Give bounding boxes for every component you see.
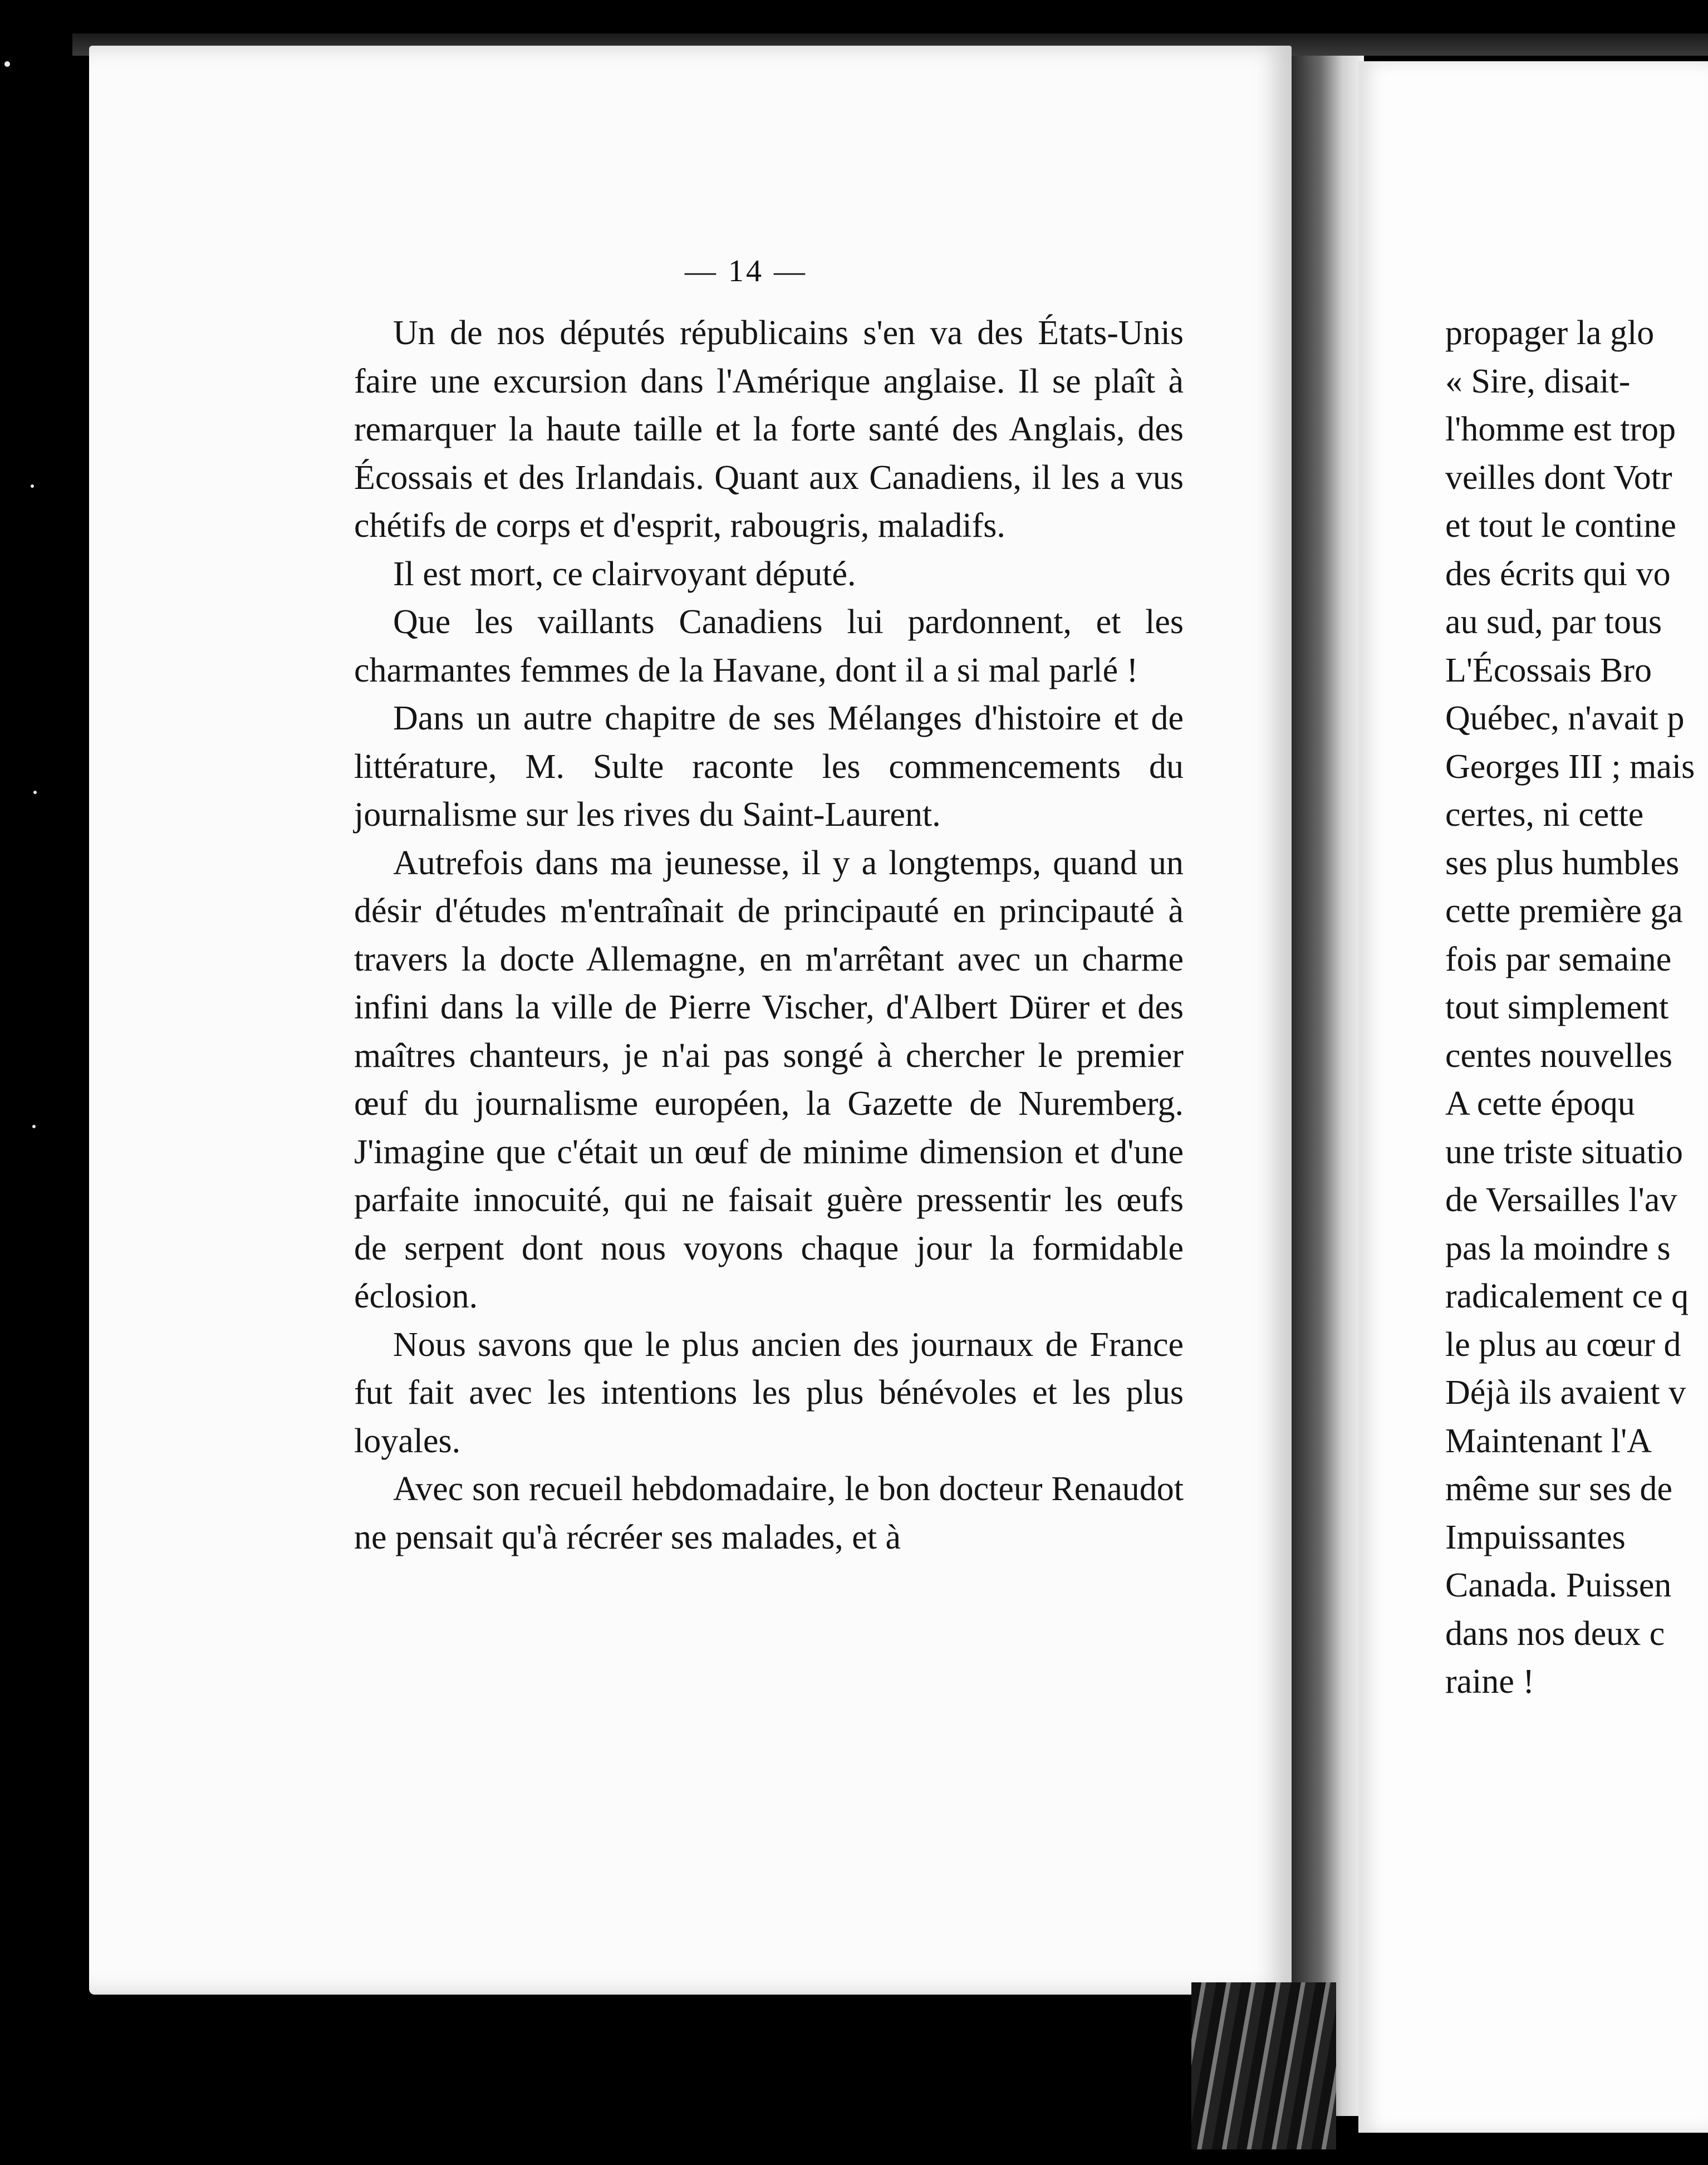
text-line: Georges III ; mais [1445, 747, 1695, 786]
text-line: l'homme est trop [1445, 410, 1676, 448]
book-gutter [1292, 56, 1364, 2116]
text-line: Maintenant l'A [1445, 1422, 1652, 1460]
scan-speck [33, 791, 37, 794]
left-page-text [354, 309, 1184, 1561]
text-line: A cette époqu [1445, 1085, 1635, 1123]
text-line: cette première ga [1445, 892, 1683, 930]
text-line: pas la moindre s [1445, 1229, 1671, 1267]
paragraph: Dans un autre chapitre de ses Mélanges d'histoire et de littérature, M. Sulte raconte les commencements du journalisme sur les rives du Saint-Laurent. [354, 699, 1184, 834]
text-line: tout simplement [1445, 988, 1669, 1026]
paragraph: Nous savons que le plus ancien des journaux de France fut fait avec les intentions les plus bénévoles et les plus loyales. [354, 1325, 1184, 1460]
text-line: radicalement ce q [1445, 1277, 1689, 1315]
text-line: certes, ni cette [1445, 796, 1644, 834]
text-line: Québec, n'avait p [1445, 699, 1685, 737]
book-binding [1191, 1982, 1336, 2149]
page-number: — 14 — [685, 254, 807, 288]
text-line: Canada. Puissen [1445, 1566, 1672, 1604]
text-line: le plus au cœur d [1445, 1325, 1681, 1364]
text-line: même sur ses de [1445, 1470, 1673, 1508]
text-line: dans nos deux c [1445, 1614, 1665, 1653]
text-line: L'Écossais Bro [1445, 651, 1652, 689]
paragraph: Autrefois dans ma jeunesse, il y a longtemps, quand un désir d'études m'entraînait de principauté en principauté à travers la docte Allemagne, en m'arrêtant avec un charme infini dans la ville de Pierre Vischer, d'Albert Dürer et des maîtres chanteurs, je n'ai pas songé à chercher le premier œuf du journalisme européen, la Gazette de Nuremberg. J'imagine que c'était un œuf de minime dimension et d'une parfaite innocuité, qui ne faisait guère pressentir les œufs de serpent dont nous voyons chaque jour la formidable éclosion. [354, 844, 1184, 1315]
scan-speck [4, 61, 10, 67]
paragraph: Un de nos députés républicains s'en va des États-Unis faire une excursion dans l'Amérique anglaise. Il se plaît à remarquer la haute taille et la forte santé des Anglais, des Écossais et des Irlandais. Quant aux Canadiens, il les a vus chétifs de corps et d'esprit, rabougris, maladifs. [354, 314, 1184, 545]
paragraph: Il est mort, ce clairvoyant député. [393, 555, 856, 593]
text-line: propager la glo [1445, 314, 1655, 352]
text-line: ses plus humbles [1445, 844, 1680, 882]
text-line: des écrits qui vo [1445, 555, 1671, 593]
text-line: fois par semaine [1445, 940, 1672, 978]
paragraph: Que les vaillants Canadiens lui pardonnent, et les charmantes femmes de la Havane, dont il a si mal parlé ! [354, 603, 1184, 689]
paragraph: Avec son recueil hebdomadaire, le bon docteur Renaudot ne pensait qu'à récréer ses malades, et à [354, 1470, 1184, 1556]
text-line: au sud, par tous [1445, 603, 1662, 641]
scan-speck [31, 484, 34, 488]
text-line: et tout le contine [1445, 507, 1676, 545]
text-line: raine ! [1445, 1663, 1535, 1701]
text-line: Déjà ils avaient v [1445, 1374, 1686, 1412]
text-line: « Sire, disait- [1445, 362, 1631, 400]
text-line: veilles dont Votr [1445, 458, 1672, 497]
right-page-text [1445, 309, 1708, 1706]
text-line: Impuissantes [1445, 1518, 1626, 1556]
text-line: une triste situatio [1445, 1133, 1684, 1171]
scan-speck [32, 1125, 36, 1128]
text-line: de Versailles l'av [1445, 1181, 1677, 1219]
text-line: centes nouvelles [1445, 1036, 1673, 1075]
